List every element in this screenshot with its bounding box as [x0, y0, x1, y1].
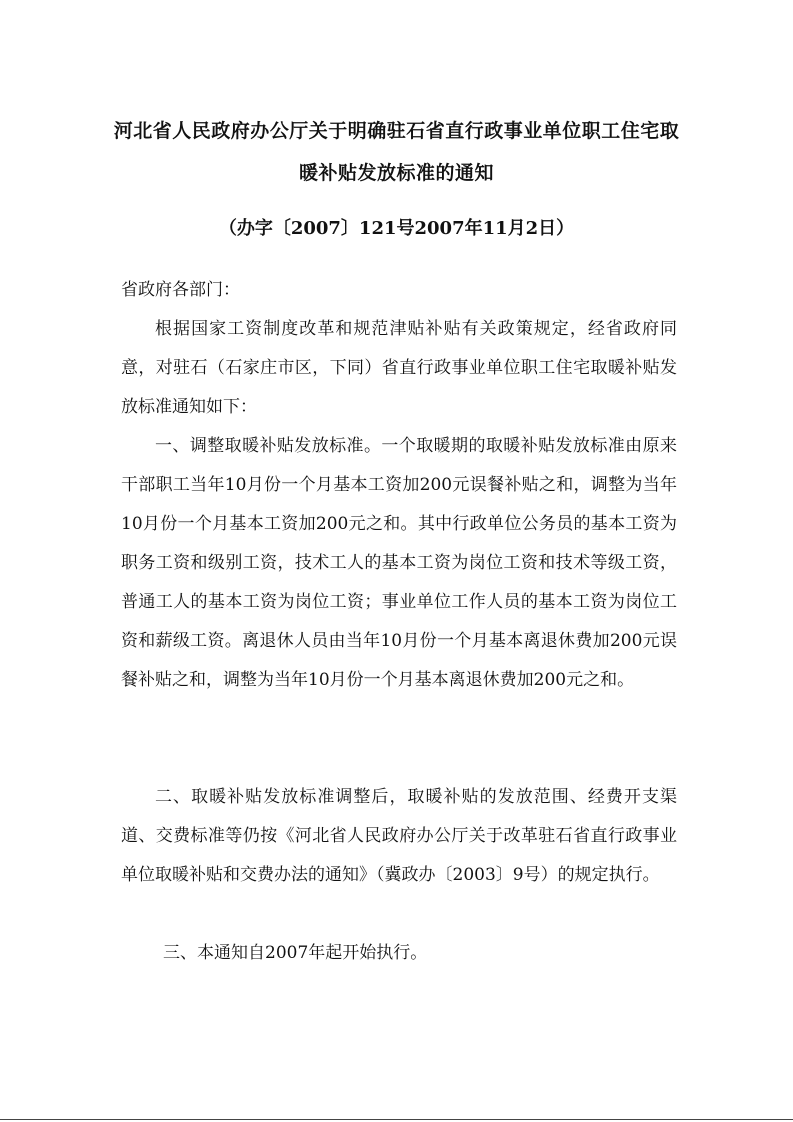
page-bottom-rule — [0, 1119, 793, 1120]
paragraph-intro: 根据国家工资制度改革和规范津贴补贴有关政策规定，经省政府同意，对驻石（石家庄市区，下同）省直行政事业单位职工住宅取暖补贴发放标准通知如下： — [121, 319, 677, 417]
paragraph-item-2: 二、取暖补贴发放标准调整后，取暖补贴的发放范围、经费开支渠道、交费标准等仍按《河北省人民政府办公厅关于改革驻石省直行政事业单位取暖补贴和交费办法的通知》（冀政办〔2003〕9号）的规定执行。 — [121, 787, 677, 885]
paragraph-item-1: 一、调整取暖补贴发放标准。一个取暖期的取暖补贴发放标准由原来干部职工当年10月份一个月基本工资加200元误餐补贴之和，调整为当年10月份一个月基本工资加200元之和。其中行政单位公务员的基本工资为职务工资和级别工资，技术工人的基本工资为岗位工资和技术等级工资，普通工人的基本工资为岗位工资；事业单位工作人员的基本工资为岗位工资和薪级工资。离退休人员由当年10月份一个月基本离退休费加200元误餐补贴之和，调整为当年10月份一个月基本离退休费加200元之和。 — [121, 436, 677, 690]
salutation: 省政府各部门： — [121, 280, 240, 300]
document-title-line-1: 河北省人民政府办公厅关于明确驻石省直行政事业单位职工住宅取 — [113, 120, 680, 142]
document-title-line-2: 暖补贴发放标准的通知 — [298, 162, 494, 184]
paragraph-item-3: 三、本通知自2007年起开始执行。 — [163, 943, 428, 963]
document-number: （办字〔2007〕121号2007年11月2日） — [218, 218, 575, 239]
